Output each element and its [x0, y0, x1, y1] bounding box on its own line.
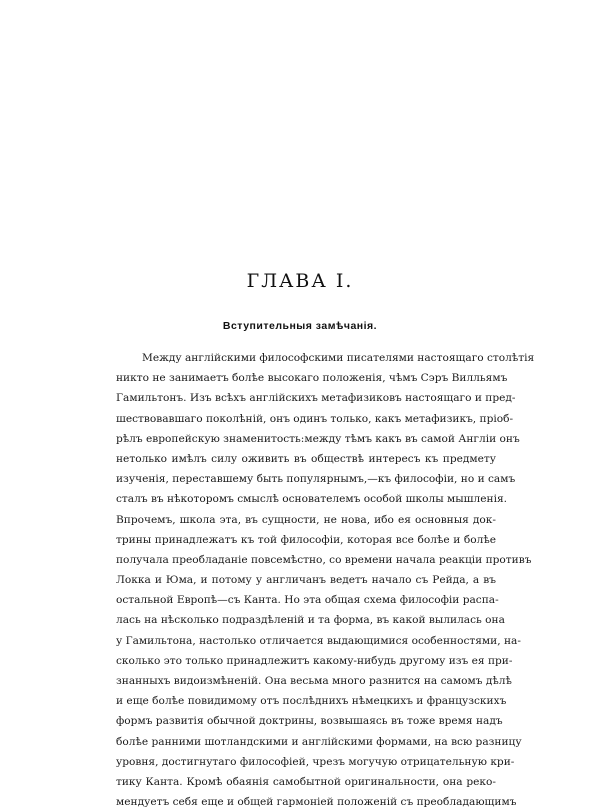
text-line: Локка и Юма, и потому у англичанъ ведетъ начало съ Рейда, а въ	[116, 574, 496, 587]
text-line: Гамильтонъ. Изъ всѣхъ англійскихъ метафизиковъ настоящаго и пред-	[116, 392, 516, 405]
chapter-title: ГЛАВА I.	[246, 270, 354, 292]
text-line: тику Канта. Кромѣ обаянія самобытной оригинальности, она реко-	[116, 775, 496, 788]
text-line: болѣе ранними шотландскими и англійскими формами, на всю разницу	[116, 735, 522, 748]
text-line: трины принадлежатъ къ той философіи, которая все болѣе и болѣе	[116, 533, 496, 546]
body-paragraph	[116, 348, 535, 812]
text-line: получала преобладаніе повсемѣстно, со времени начала реакціи противъ	[116, 553, 532, 566]
text-line: знанныхъ видоизмѣненій. Она весьма много разнится на самомъ дѣлѣ	[116, 675, 512, 687]
text-line: сталъ въ нѣкоторомъ смыслѣ основателемъ особой школы мышленія.	[116, 493, 508, 506]
text-line: Впрочемъ, школа эта, въ сущности, не нова, ибо ея основныя док-	[116, 513, 496, 526]
text-line: лась на нѣсколько подраздѣленій и та форма, въ какой вылилась она	[116, 614, 505, 627]
text-line: формъ развитія обычной доктрины, возвышаясь въ тоже время надъ	[116, 715, 503, 728]
text-line: мендуетъ себя еще и общей гармоніей положеній съ преобладающимъ	[116, 796, 517, 809]
text-line: Между англійскими философскими писателями настоящаго столѣтія	[142, 352, 535, 364]
text-line: рѣлъ европейскую знаменитость:между тѣмъ какъ въ самой Англіи онъ	[116, 432, 520, 445]
text-line: шествовавшаго поколѣній, онъ одинъ только, какъ метафизикъ, пріоб-	[116, 412, 514, 425]
text-line: уровня, достигнутаго философіей, чрезъ могучую отрицательную кри-	[116, 755, 515, 768]
text-line: изученія, переставшему быть популярнымъ,—къ философіи, но и самъ	[116, 473, 516, 486]
text-line: остальной Европѣ—съ Канта. Но эта общая схема философіи распа-	[116, 594, 499, 607]
section-heading: Вступительныя замѣчанія.	[222, 320, 378, 332]
text-line: и еще болѣе повидимому отъ послѣднихъ нѣмецкихъ и французскихъ	[116, 695, 507, 708]
text-line: сколько это только принадлежитъ какому-нибудь другому изъ ея при-	[116, 654, 513, 667]
text-line: нетолько имѣлъ силу оживить въ обществѣ интересъ къ предмету	[116, 452, 496, 465]
text-line: у Гамильтона, настолько отличается выдающимися особенностями, на-	[116, 634, 521, 647]
text-line: никто не занимаетъ болѣе высокаго положенія, чѣмъ Сэръ Вилльямъ	[116, 372, 508, 385]
